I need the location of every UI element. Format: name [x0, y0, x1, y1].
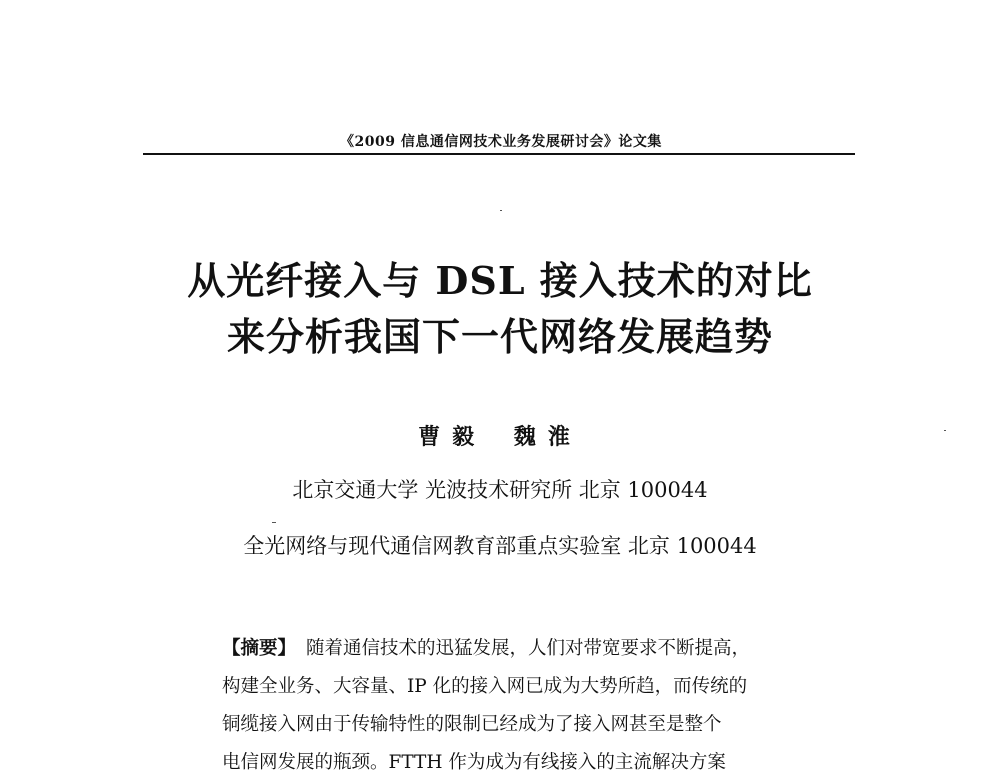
author-name: 魏淮	[513, 424, 582, 450]
running-header: 《2009 信息通信网技术业务发展研讨会》论文集	[340, 134, 662, 150]
abstract-line: 电信网发展的瓶颈。FTTH 作为成为有线接入的主流解决方案	[222, 752, 726, 773]
scan-speck	[272, 522, 276, 523]
abstract-line	[222, 630, 778, 668]
header-rule	[143, 153, 855, 155]
author-name: 曹毅	[418, 424, 487, 450]
abstract-line: 构建全业务、大容量、IP 化的接入网已成为大势所趋，而传统的	[222, 676, 748, 697]
affiliation: 北京交通大学 光波技术研究所 北京 100044	[292, 478, 708, 502]
abstract-label: 【摘要】	[222, 638, 297, 659]
abstract-text: 随着通信技术的迅猛发展，人们对带宽要求不断提高，	[306, 638, 751, 659]
abstract	[222, 630, 778, 782]
scan-speck	[500, 210, 502, 211]
affiliation: 全光网络与现代通信网教育部重点实验室 北京 100044	[243, 534, 757, 558]
title-line-1: 从光纤接入与 DSL 接入技术的对比	[187, 258, 813, 303]
title-line-2: 来分析我国下一代网络发展趋势	[226, 314, 773, 359]
abstract-line: 铜缆接入网由于传输特性的限制已经成为了接入网甚至是整个	[222, 714, 722, 735]
author-list	[0, 420, 1000, 451]
scan-speck	[944, 430, 946, 431]
